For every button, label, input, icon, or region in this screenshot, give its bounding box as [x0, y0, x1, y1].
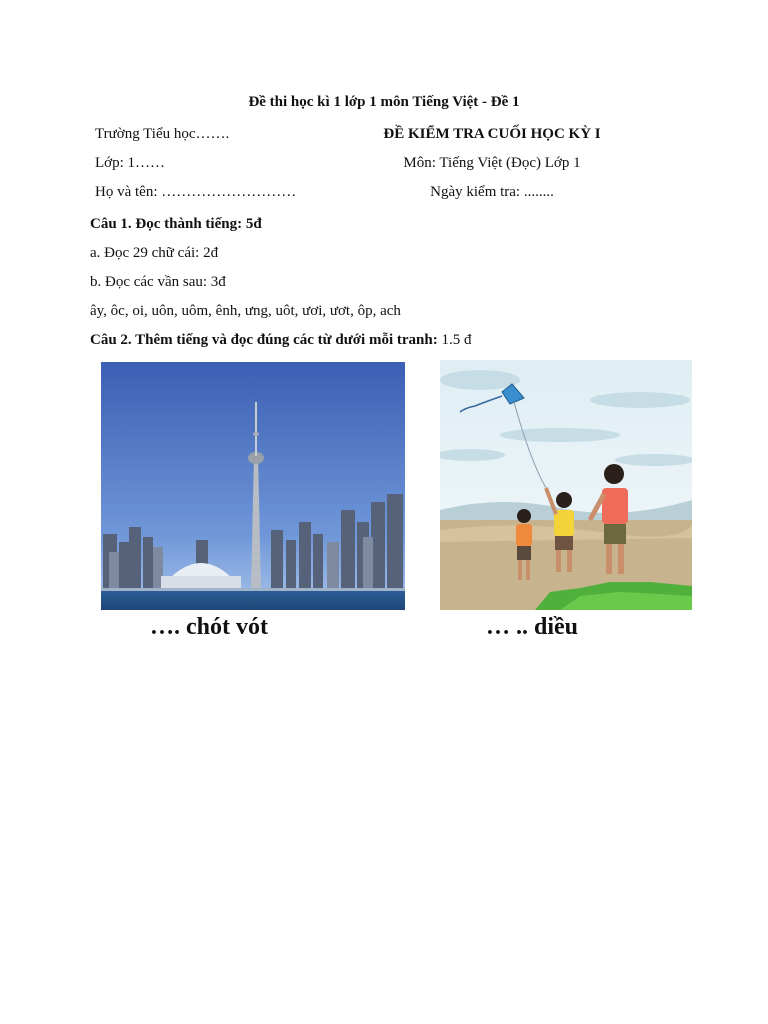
- caption-1: [150, 614, 268, 641]
- question-2-points: 1.5 đ: [441, 332, 472, 348]
- school-line: Trường Tiểu học…….: [95, 126, 230, 142]
- vowel-list: ây, ôc, oi, uôn, uôm, ênh, ưng, uôt, ươi, ươt, ôp, ach: [90, 303, 401, 319]
- question-2-heading: Câu 2. Thêm tiếng và đọc đúng các từ dưới mỗi tranh:: [90, 332, 438, 348]
- name-line: Họ và tên: ………………………: [95, 184, 297, 200]
- caption-1-word: chót vót: [186, 614, 268, 640]
- page-title: Đề thi học kì 1 lớp 1 môn Tiếng Việt - Đề 1: [248, 94, 520, 110]
- caption-2-dots: … ..: [486, 614, 528, 640]
- question-1-heading: Câu 1. Đọc thành tiếng: 5đ: [90, 216, 262, 232]
- kite-picture: [440, 360, 692, 610]
- question-1b: b. Đọc các vần sau: 3đ: [90, 274, 226, 290]
- kite-illustration: [440, 360, 692, 610]
- tower-illustration: [101, 362, 405, 610]
- subject-line: Môn: Tiếng Việt (Đọc) Lớp 1: [403, 155, 581, 171]
- caption-2: [486, 614, 578, 641]
- class-line: Lớp: 1……: [95, 155, 166, 171]
- exam-title: ĐỀ KIỂM TRA CUỐI HỌC KỲ I: [383, 126, 601, 142]
- tower-picture: [101, 362, 405, 610]
- date-line: Ngày kiểm tra: ........: [430, 184, 554, 200]
- question-2-line: [90, 332, 471, 349]
- caption-1-dots: ….: [150, 614, 180, 640]
- question-1a: a. Đọc 29 chữ cái: 2đ: [90, 245, 219, 261]
- caption-2-word: diều: [534, 614, 579, 640]
